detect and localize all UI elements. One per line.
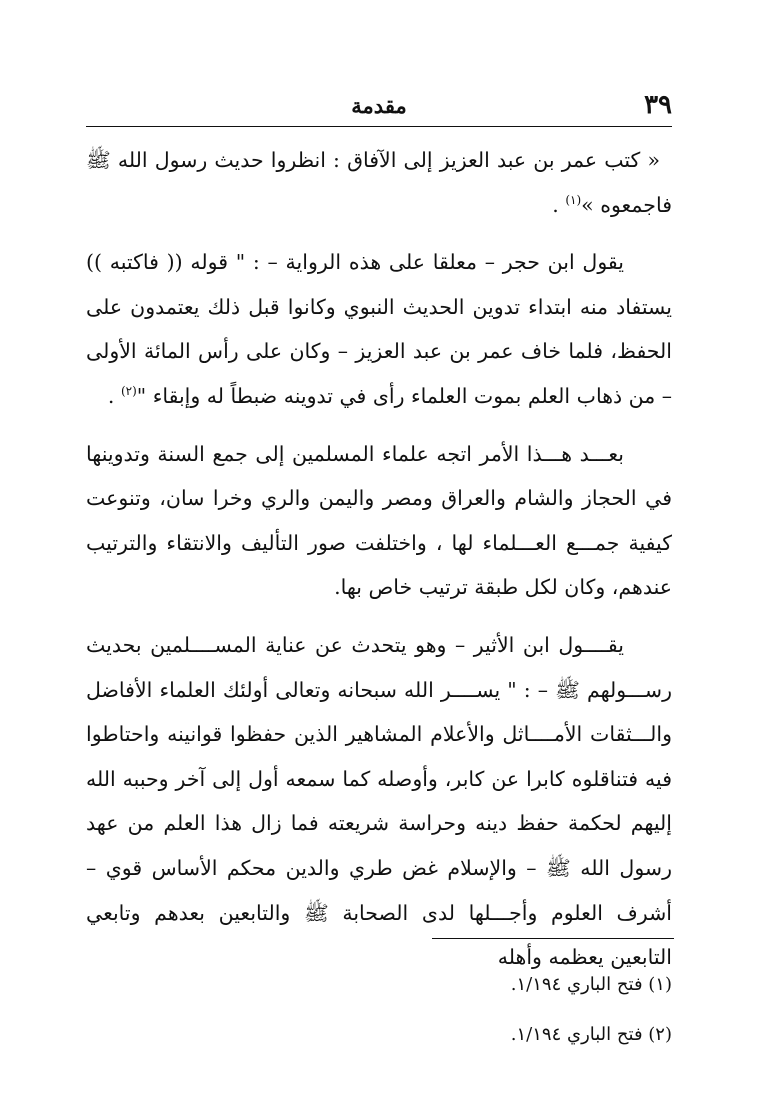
paragraph-4: يقــــول ابن الأثير – وهو يتحدث عن عناية المســــلمين بحديث رســـولهم ﷺ – : " يســــر الله سبحانه وتعالى أولئك العلماء الأفاضل والـــثقات الأمــــاثل والأعلام المشاهير الذين حفظوا قوانينه واحتاطوا فيه فتناقلوه كابرا عن كابر، وأوصله كما سمعه أول إلى آخر وحببه الله إليهم لحكمة حفظ دينه وحراسة شريعته فما زال هذا العلم من عهد رسول الله ﷺ – والإسلام غض طري والدين محكم الأساس قوي – أشرف العلوم وأجـــلها لدى الصحابة ﷺ والتابعين بعدهم وتابعي التابعين يعظمه وأهله (86, 632, 672, 970)
paragraph-2: يقول ابن حجر – معلقا على هذه الرواية – : " قوله (( فاكتبه )) يستفاد منه ابتداء تدوين الحديث النبوي وكانوا قبل ذلك يعتمدون على الحفظ، فلما خاف عمر بن عبد العزيز – وكان على رأس المائة الأولى – من ذهاب العلم بموت العلماء رأى في تدوينه ضبطاً له وإبقاء "$^{(٢)}$ . (86, 250, 672, 408)
footnote-1: (١) فتح الباري ١/١٩٤. (510, 974, 672, 995)
footnote-ref-1: (١) (565, 192, 582, 207)
footnotes (86, 960, 672, 1060)
paragraph-1-text: « كتب عمر بن عبد العزيز إلى الآفاق : انظروا حديث رسول الله ﷺ فاجمعوه » (86, 148, 672, 217)
paragraph-1: « كتب عمر بن عبد العزيز إلى الآفاق : انظروا حديث رسول الله ﷺ فاجمعوه »$^{(١)}$ . (86, 148, 672, 217)
running-title: مقدمة (351, 93, 407, 118)
paragraph-3: بعـــد هـــذا الأمر اتجه علماء المسلمين إلى جمع السنة وتدوينها في الحجاز والشام والعراق ومصر واليمن والري وخرا سان، وتنوعت كيفية جمـــع العـــلماء لها ، واختلفت صور التأليف والانتقاء والترتيب عندهم، وكان لكل طبقة ترتيب خاص بها. (86, 441, 672, 600)
page-header (86, 86, 672, 127)
paragraph-2-text: يقول ابن حجر – معلقا على هذه الرواية – : " قوله (( فاكتبه )) يستفاد منه ابتداء تدوين الحديث النبوي وكانوا قبل ذلك يعتمدون على الحفظ، فلما خاف عمر بن عبد العزيز – وكان على رأس المائة الأولى – من ذهاب العلم بموت العلماء رأى في تدوينه ضبطاً له وإبقاء " (86, 250, 672, 408)
footnote-2: (٢) فتح الباري ١/١٩٤. (510, 1024, 672, 1045)
main-text (86, 138, 672, 993)
page-number: ٣٩ (644, 90, 672, 120)
footnote-ref-2: (٢) (120, 384, 137, 399)
footnote-separator (432, 938, 674, 939)
